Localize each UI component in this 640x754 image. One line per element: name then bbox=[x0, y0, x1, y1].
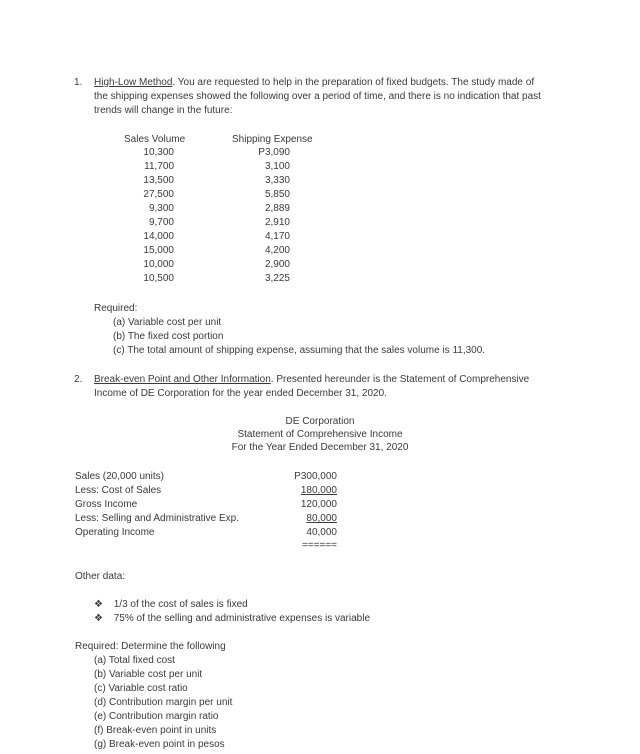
statement-value: 180,000 bbox=[300, 485, 337, 496]
q2-title: Break-even Point and Other Information bbox=[94, 374, 271, 385]
q2-required-item: (e) Contribution margin ratio bbox=[94, 711, 219, 722]
sales-volume-cell: 14,000 bbox=[143, 231, 174, 242]
statement-label: Operating Income bbox=[75, 527, 155, 538]
shipping-expense-cell: 2,900 bbox=[264, 259, 290, 270]
q2-required-item: (b) Variable cost per unit bbox=[94, 669, 203, 680]
statement-heading bbox=[200, 415, 440, 454]
sales-volume-cell: 27,500 bbox=[143, 189, 174, 200]
statement-label: Sales (20,000 units) bbox=[75, 471, 164, 482]
sales-volume-cell: 10,300 bbox=[143, 147, 174, 158]
shipping-expense-cell: 4,200 bbox=[264, 245, 290, 256]
double-rule: ====== bbox=[301, 540, 337, 551]
q1-col-header-sales: Sales Volume bbox=[124, 134, 186, 145]
sales-volume-cell: 9,700 bbox=[148, 217, 174, 228]
sales-volume-cell: 10,500 bbox=[143, 273, 174, 284]
bullet-item bbox=[94, 612, 370, 625]
q2-intro-line1 bbox=[94, 373, 529, 386]
shipping-expense-cell: 5,850 bbox=[264, 189, 290, 200]
statement-value: 40,000 bbox=[306, 527, 337, 538]
shipping-expense-cell: 3,225 bbox=[264, 273, 290, 284]
q1-required-item: (c) The total amount of shipping expense, assuming that the sales volume is 11,300. bbox=[113, 345, 486, 356]
shipping-expense-cell: 3,330 bbox=[264, 175, 290, 186]
q1-col-header-shipping: Shipping Expense bbox=[232, 134, 313, 145]
sales-volume-cell: 9,300 bbox=[148, 203, 174, 214]
q1-required-item: (b) The fixed cost portion bbox=[113, 331, 224, 342]
bullet-item bbox=[94, 598, 248, 611]
q2-required-item: (g) Break-even point in pesos bbox=[94, 739, 225, 750]
statement-label: Gross Income bbox=[75, 499, 138, 510]
q2-required-item: (d) Contribution margin per unit bbox=[94, 697, 233, 708]
sales-volume-cell: 11,700 bbox=[144, 161, 174, 172]
sales-volume-cell: 15,000 bbox=[143, 245, 174, 256]
shipping-expense-cell: 4,170 bbox=[264, 231, 290, 242]
bullet-text: 1/3 of the cost of sales is fixed bbox=[113, 599, 248, 610]
q2-required-label: Required: Determine the following bbox=[75, 641, 226, 652]
q1-title: High-Low Method bbox=[94, 77, 173, 88]
statement-title: Statement of Comprehensive Income bbox=[237, 429, 403, 440]
q2-intro-rest: . Presented hereunder is the Statement of Comprehensive bbox=[270, 374, 530, 385]
statement-period: For the Year Ended December 31, 2020 bbox=[231, 442, 409, 453]
q1-intro-line1 bbox=[94, 76, 534, 89]
q2-required-item: (f) Break-even point in units bbox=[94, 725, 217, 736]
q1-required-label: Required: bbox=[94, 303, 138, 314]
statement-value: 80,000 bbox=[306, 513, 337, 524]
q1-intro-rest: . You are requested to help in the preparation of fixed budgets. The study made of bbox=[172, 77, 535, 88]
shipping-expense-cell: 2,910 bbox=[264, 217, 290, 228]
other-data-label: Other data: bbox=[75, 571, 126, 582]
sales-volume-cell: 13,500 bbox=[143, 175, 174, 186]
shipping-expense-cell: 2,889 bbox=[264, 203, 290, 214]
statement-label: Less: Selling and Administrative Exp. bbox=[75, 513, 239, 524]
bullet-text: 75% of the selling and administrative expenses is variable bbox=[113, 613, 371, 624]
sales-volume-cell: 10,000 bbox=[143, 259, 174, 270]
diamond-bullet-icon: ❖ bbox=[94, 599, 103, 610]
q1-intro-line3: trends will change in the future: bbox=[94, 105, 233, 116]
q2-required-item: (a) Total fixed cost bbox=[94, 655, 175, 666]
statement-label: Less: Cost of Sales bbox=[75, 485, 162, 496]
q1-intro-line2: the shipping expenses showed the following over a period of time, and there is no indication that past bbox=[94, 91, 541, 102]
statement-value: 120,000 bbox=[300, 499, 337, 510]
q1-required-item: (a) Variable cost per unit bbox=[113, 317, 222, 328]
shipping-expense-cell: P3,090 bbox=[258, 147, 290, 158]
q2-number: 2. bbox=[74, 374, 83, 385]
q2-intro-line2: Income of DE Corporation for the year ended December 31, 2020. bbox=[94, 388, 387, 399]
company-name: DE Corporation bbox=[285, 416, 355, 427]
diamond-bullet-icon: ❖ bbox=[94, 613, 103, 624]
q1-number: 1. bbox=[74, 77, 83, 88]
shipping-expense-cell: 3,100 bbox=[264, 161, 290, 172]
statement-value: P300,000 bbox=[294, 471, 337, 482]
q2-required-item: (c) Variable cost ratio bbox=[94, 683, 188, 694]
